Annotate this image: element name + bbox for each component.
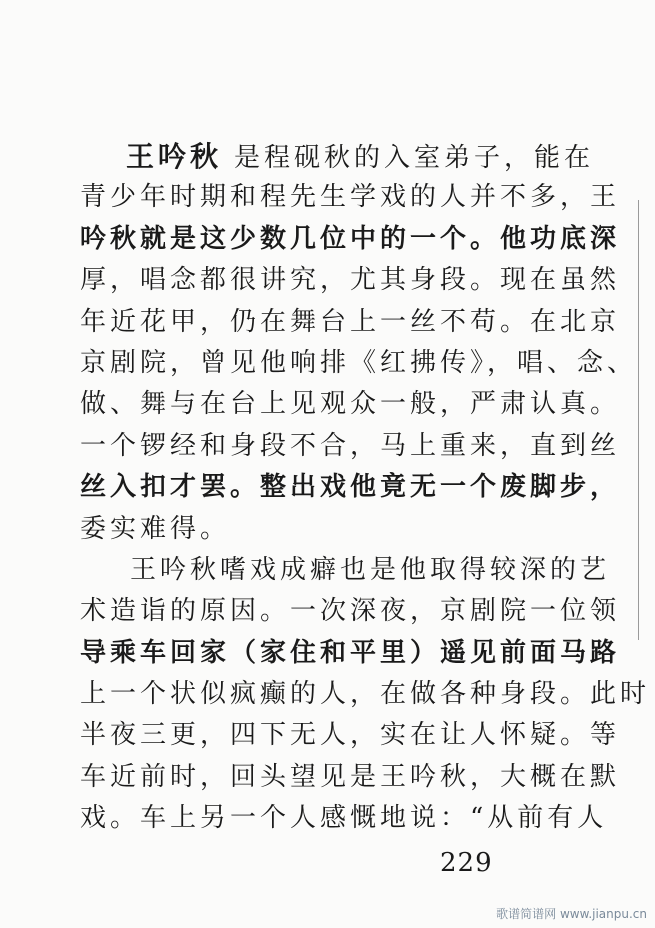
watermark: 歌谱简谱网 www.jianpu.cn bbox=[496, 907, 647, 921]
text-line: 青少年时期和程先生学戏的人并不多，王 bbox=[80, 182, 621, 213]
page-number: 229 bbox=[440, 848, 493, 878]
text-line: 做、舞与在台上见观众一般，严肃认真。 bbox=[80, 389, 621, 420]
text-line: 导乘车回家（家住和平里）遥见前面马路 bbox=[80, 637, 621, 668]
text-line: 一个锣经和身段不合，马上重来，直到丝 bbox=[80, 430, 621, 461]
line-text: 王吟秋嗜戏成癖也是他取得较深的艺 bbox=[130, 554, 611, 585]
body-text bbox=[80, 136, 651, 840]
text-line: 京剧院，曾见他响排《红拂传》，唱、念、 bbox=[80, 347, 638, 378]
margin-rule bbox=[638, 200, 639, 640]
text-line: 委实难得。 bbox=[80, 513, 231, 544]
text-line bbox=[80, 136, 595, 177]
text-line: 年近花甲，仍在舞台上一丝不苟。在北京 bbox=[80, 306, 621, 337]
text-line: 上一个状似疯癫的人，在做各种身段。此时 bbox=[80, 679, 651, 710]
text-line: 戏。车上另一个人感慨地说：“从前有人 bbox=[80, 803, 608, 834]
text-line: 厚，唱念都很讲究，尤其身段。现在虽然 bbox=[80, 265, 621, 296]
section-heading: 王吟秋 bbox=[126, 140, 223, 173]
text-line: 丝入扣才罢。整出戏他竟无一个废脚步， bbox=[80, 472, 621, 503]
text-line: 术造诣的原因。一次深夜，京剧院一位领 bbox=[80, 596, 621, 627]
text-line: 车近前时，回头望见是王吟秋，大概在默 bbox=[80, 761, 621, 792]
text-line: 半夜三更，四下无人，实在让人怀疑。等 bbox=[80, 720, 621, 751]
text-line: 吟秋就是这少数几位中的一个。他功底深 bbox=[80, 223, 621, 254]
line-text: 是程砚秋的入室弟子，能在 bbox=[234, 143, 595, 173]
text-line bbox=[80, 550, 611, 591]
